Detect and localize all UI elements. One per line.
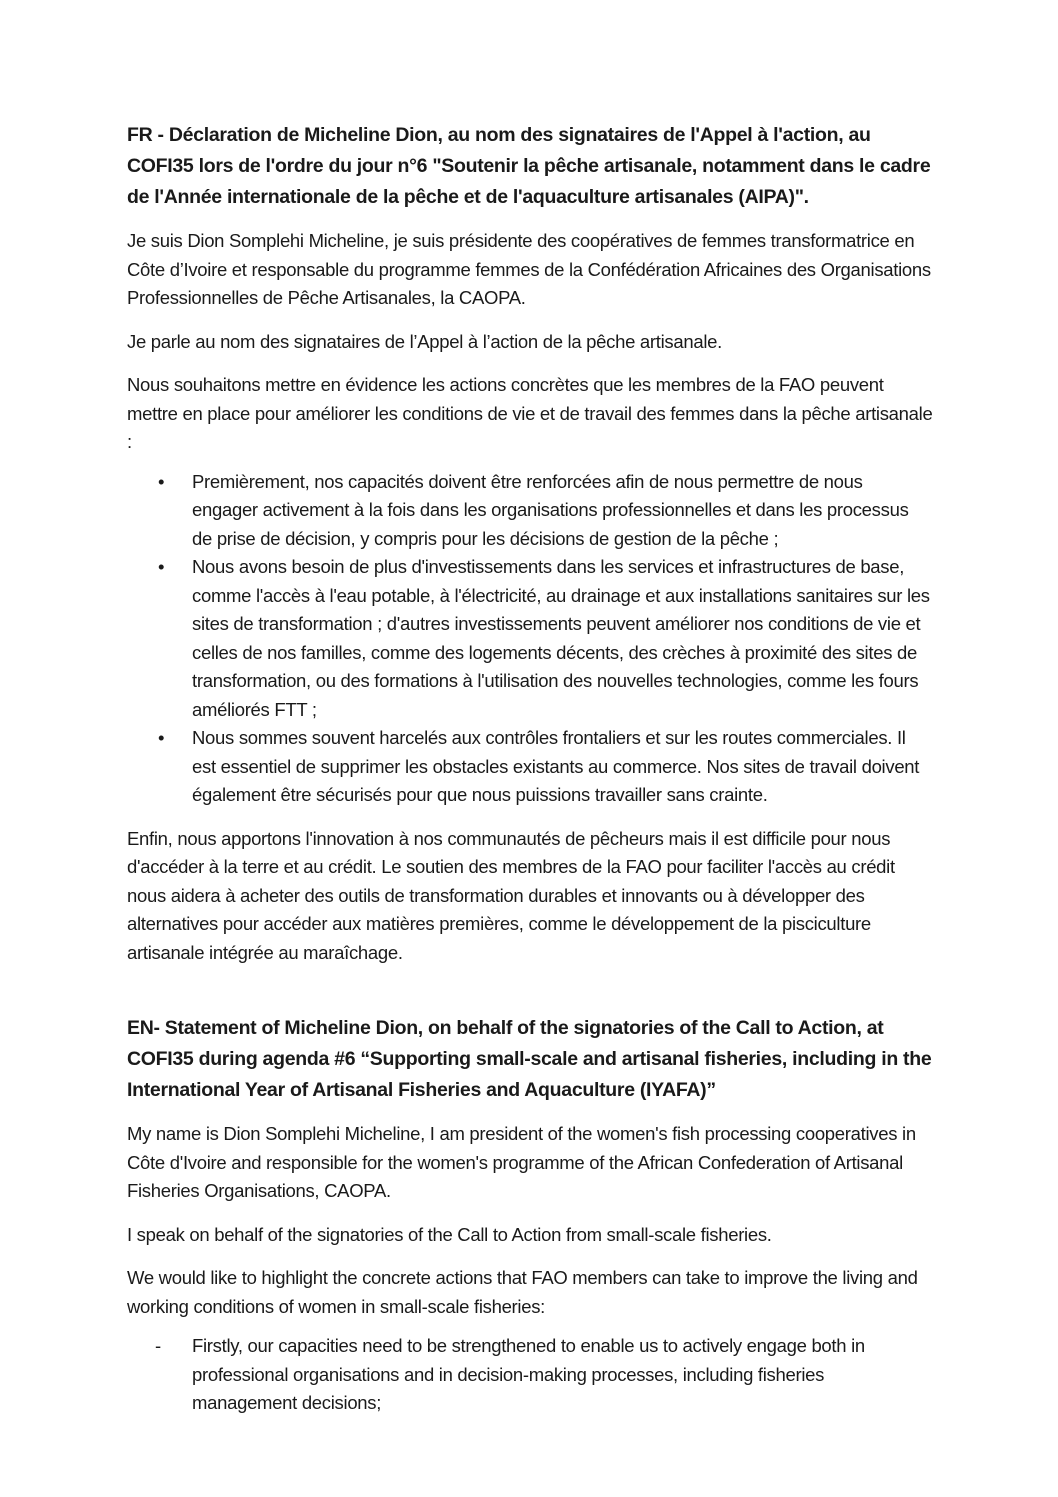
bullet-marker: • [158, 727, 165, 748]
bullet-marker: • [158, 556, 165, 577]
list-item-text: Nous avons besoin de plus d'investissements dans les services et infrastructures de base, comme l'accès à l'eau potable, à l'électricité, au drainage et aux installations sanitaires sur les sites de transformation ; d'autres investissements peuvent améliorer nos conditions de vie et celles de nos familles, comme des logements décents, des crèches à proximité des sites de transformation, ou des formations à l'utilisation des nouvelles technologies, comme les fours améliorés FTT ; [192, 556, 930, 720]
en-section [127, 1013, 933, 1418]
fr-paragraph-highlight: Nous souhaitons mettre en évidence les actions concrètes que les membres de la FAO peuvent mettre en place pour améliorer les conditions de vie et de travail des femmes dans la pêche artisanale : [127, 374, 933, 452]
bullet-marker: • [158, 470, 165, 492]
dash-marker: - [155, 1335, 161, 1356]
list-item [127, 468, 933, 554]
list-item [127, 724, 933, 810]
fr-section [127, 120, 933, 967]
list-item-text: Premièrement, nos capacités doivent être renforcées afin de nous permettre de nous engager activement à la fois dans les organisations professionnelles et dans les processus de prise de décision, y compris pour les décisions de gestion de la pêche ; [192, 470, 909, 549]
fr-paragraph-intro: Je suis Dion Somplehi Micheline, je suis présidente des coopératives de femmes transformatrice en Côte d’Ivoire et responsable du programme femmes de la Confédération Africaines des Organisations Professionnelles de Pêche Artisanales, la CAOPA. [127, 230, 931, 308]
list-item [127, 1332, 933, 1418]
en-paragraph-speak: I speak on behalf of the signatories of the Call to Action from small-scale fisheries. [127, 1223, 772, 1245]
fr-paragraph-speak: Je parle au nom des signataires de l’Appel à l’action de la pêche artisanale. [127, 330, 722, 352]
en-bullet-list [127, 1332, 933, 1418]
list-item [127, 553, 933, 724]
en-title: EN- Statement of Micheline Dion, on behalf of the signatories of the Call to Action, at COFI35 during agenda #6 “Supporting small-scale and artisanal fisheries, including in the International Year of Artisanal Fisheries and Aquaculture (IYAFA)” [127, 1017, 932, 1101]
en-paragraph-intro: My name is Dion Somplehi Micheline, I am president of the women's fish processing cooperatives in Côte d'Ivoire and responsible for the women's programme of the African Confederation of Artisanal Fisheries Organisations, CAOPA. [127, 1123, 916, 1201]
list-item-text: Firstly, our capacities need to be strengthened to enable us to actively engage both in professional organisations and in decision-making processes, including fisheries management decisions; [192, 1335, 865, 1413]
fr-paragraph-closing: Enfin, nous apportons l'innovation à nos communautés de pêcheurs mais il est difficile pour nous d'accéder à la terre et au crédit. Le soutien des membres de la FAO pour faciliter l'accès au crédit nous aidera à acheter des outils de transformation durables et innovants ou à développer des alternatives pour accéder aux matières premières, comme le développement de la pisciculture artisanale intégrée au maraîchage. [127, 827, 895, 963]
en-paragraph-highlight: We would like to highlight the concrete actions that FAO members can take to improve the living and working conditions of women in small-scale fisheries: [127, 1267, 918, 1317]
fr-title: FR - Déclaration de Micheline Dion, au nom des signataires de l'Appel à l'action, au COFI35 lors de l'ordre du jour n°6 "Soutenir la pêche artisanale, notamment dans le cadre de l'Année internationale de la pêche et de l'aquaculture artisanales (AIPA)". [127, 124, 931, 208]
fr-bullet-list [127, 468, 933, 810]
list-item-text: Nous sommes souvent harcelés aux contrôles frontaliers et sur les routes commerciales. Il est essentiel de supprimer les obstacles existants au commerce. Nos sites de travail doivent également être sécurisés pour que nous puissions travailler sans crainte. [192, 727, 920, 805]
